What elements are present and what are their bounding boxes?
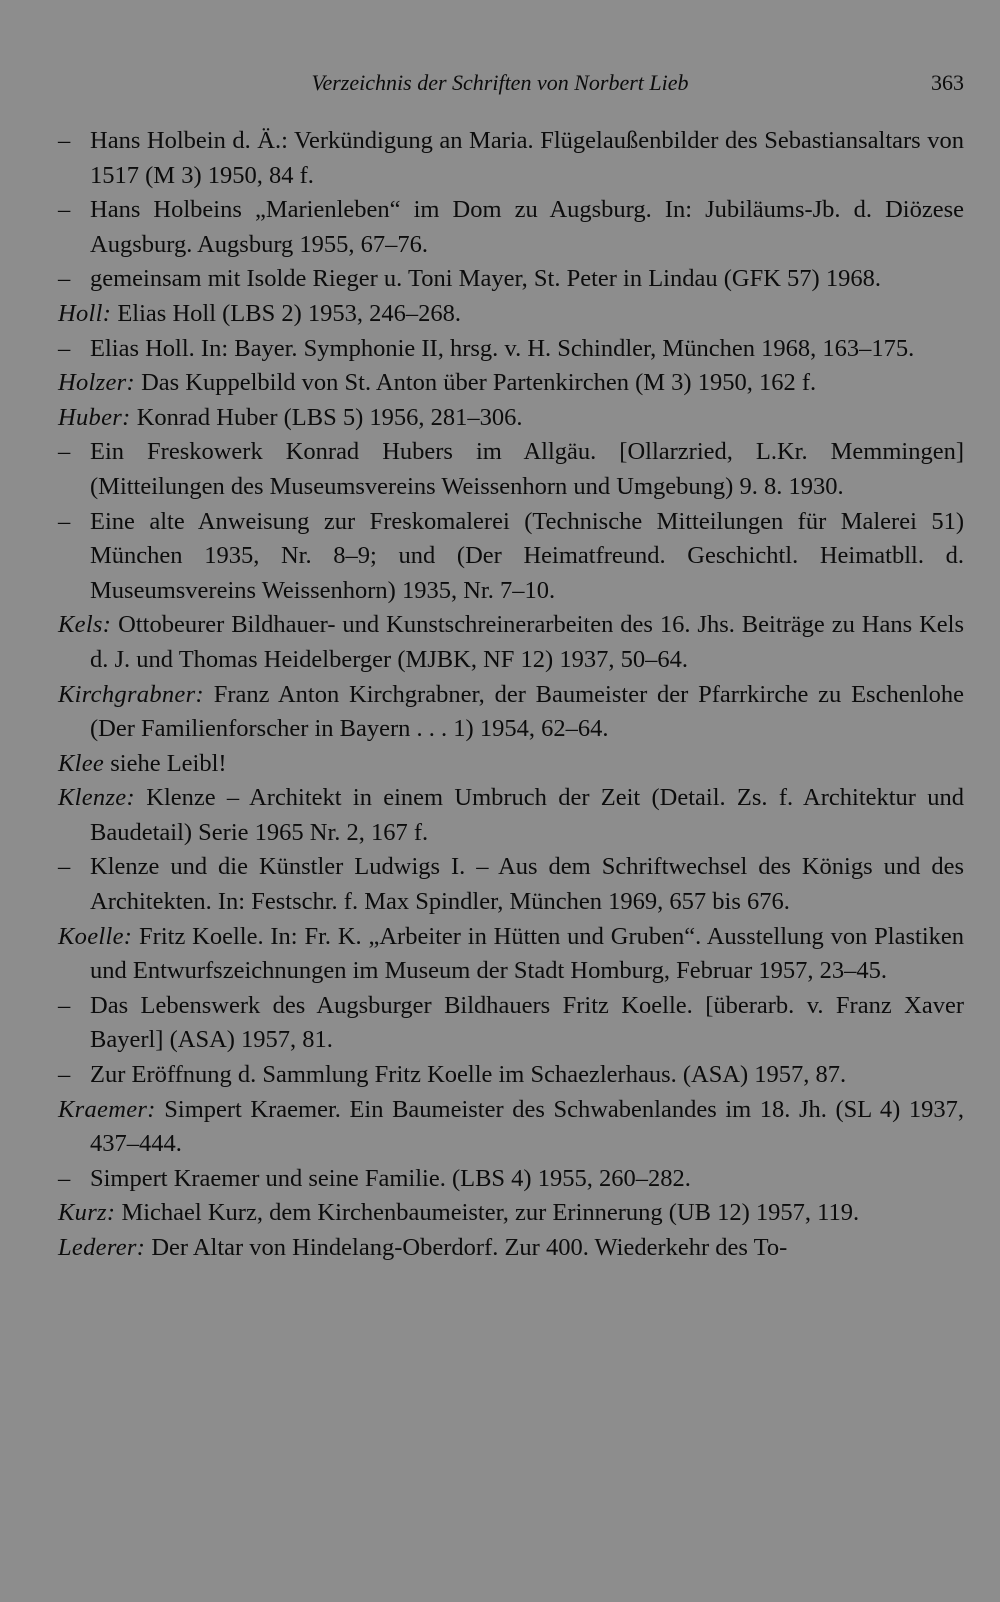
bibliography-entry — [58, 850, 964, 919]
entry-text: Ottobeurer Bildhauer- und Kunstschreinerarbeiten des 16. Jhs. Beiträge zu Hans Kels d. J. und Thomas Heidelberger (MJBK, NF 12) 1937, 50–64. — [90, 611, 964, 673]
entry-text: Elias Holl. In: Bayer. Symphonie II, hrsg. v. H. Schindler, München 1968, 163–175. — [90, 334, 915, 362]
bibliography-entry — [58, 401, 964, 436]
bibliography-entry — [58, 193, 964, 262]
entry-text: Elias Holl (LBS 2) 1953, 246–268. — [117, 299, 462, 327]
entry-keyword: Kels: — [58, 611, 112, 639]
entry-text: siehe Leibl! — [110, 749, 227, 777]
bibliography-entry — [58, 1196, 964, 1231]
continuation-dash: – — [58, 438, 71, 466]
bibliography-entry — [58, 332, 964, 367]
entry-keyword: Klee — [58, 749, 105, 777]
entry-text: Klenze und die Künstler Ludwigs I. – Aus dem Schriftwechsel des Königs und des Architekten. In: Festschr. f. Max Spindler, München 1969, 657 bis 676. — [90, 853, 964, 916]
continuation-dash: – — [58, 127, 71, 154]
continuation-dash: – — [58, 196, 71, 224]
bibliography-entry — [58, 1058, 964, 1093]
bibliography-entry — [58, 678, 964, 747]
bibliography-entry — [58, 920, 964, 989]
entry-text: Ein Freskowerk Konrad Hubers im Allgäu. [Ollarzried, L.Kr. Memmingen] (Mitteilungen des Museumsvereins Weissenhorn und Umgebung) 9. 8. 1930. — [90, 438, 964, 500]
entry-text: Das Kuppelbild von St. Anton über Partenkirchen (M 3) 1950, 162 f. — [141, 369, 817, 397]
entry-text: Klenze – Architekt in einem Umbruch der Zeit (Detail. Zs. f. Architektur und Baudetail) Serie 1965 Nr. 2, 167 f. — [90, 784, 965, 846]
bibliography-entry — [58, 989, 964, 1058]
bibliography-list — [58, 124, 964, 1266]
bibliography-entry — [58, 435, 964, 504]
entry-text: Franz Anton Kirchgrabner, der Baumeister der Pfarrkirche zu Eschenlohe (Der Familienforscher in Bayern . . . 1) 1954, 62–64. — [90, 680, 965, 743]
entry-text: gemeinsam mit Isolde Rieger u. Toni Mayer, St. Peter in Lindau (GFK 57) 1968. — [90, 265, 881, 293]
entry-text: Hans Holbein d. Ä.: Verkündigung an Maria. Flügelaußenbilder des Sebastiansaltars von 1517 (M 3) 1950, 84 f. — [90, 127, 964, 189]
entry-keyword: Klenze: — [58, 784, 135, 812]
entry-keyword: Lederer: — [58, 1234, 146, 1261]
entry-text: Michael Kurz, dem Kirchenbaumeister, zur Erinnerung (UB 12) 1957, 119. — [121, 1199, 860, 1227]
entry-text: Konrad Huber (LBS 5) 1956, 281–306. — [136, 403, 523, 431]
bibliography-entry — [58, 781, 964, 850]
running-title: Verzeichnis der Schriften von Norbert Lieb — [311, 70, 689, 95]
entry-keyword: Holl: — [58, 299, 112, 327]
continuation-dash: – — [58, 507, 71, 535]
entry-keyword: Holzer: — [58, 369, 135, 397]
bibliography-entry — [58, 1231, 964, 1266]
entry-keyword: Kurz: — [58, 1199, 116, 1227]
bibliography-entry — [58, 262, 964, 297]
continuation-dash: – — [58, 1061, 71, 1089]
entry-text: Simpert Kraemer und seine Familie. (LBS 4) 1955, 260–282. — [90, 1164, 691, 1192]
bibliography-entry — [58, 747, 964, 782]
entry-text: Das Lebenswerk des Augsburger Bildhauers Fritz Koelle. [überarb. v. Franz Xaver Bayerl] (ASA) 1957, 81. — [90, 991, 964, 1054]
continuation-dash: – — [58, 853, 71, 881]
bibliography-entry — [58, 366, 964, 401]
bibliography-entry — [58, 297, 964, 332]
bibliography-entry — [58, 1162, 964, 1197]
entry-text: Zur Eröffnung d. Sammlung Fritz Koelle im Schaezlerhaus. (ASA) 1957, 87. — [90, 1061, 847, 1089]
entry-keyword: Kraemer: — [58, 1095, 156, 1123]
continuation-dash: – — [58, 334, 71, 362]
bibliography-entry — [58, 124, 964, 193]
continuation-dash: – — [58, 1164, 71, 1192]
entry-keyword: Huber: — [58, 403, 131, 431]
continuation-dash: – — [58, 265, 71, 293]
bibliography-entry — [58, 505, 964, 609]
page-number: 363 — [931, 70, 964, 95]
continuation-dash: – — [58, 991, 71, 1019]
entry-keyword: Kirchgrabner: — [58, 680, 204, 708]
bibliography-entry — [58, 1093, 964, 1162]
entry-text: Hans Holbeins „Marienleben“ im Dom zu Augsburg. In: Jubiläums-Jb. d. Diözese Augsburg. Augsburg 1955, 67–76. — [90, 196, 964, 258]
entry-text: Fritz Koelle. In: Fr. K. „Arbeiter in Hütten und Gruben“. Ausstellung von Plastiken und Entwurfszeichnungen im Museum der Stadt Homburg, Februar 1957, 23–45. — [90, 922, 964, 985]
entry-text: Eine alte Anweisung zur Freskomalerei (Technische Mitteilungen für Malerei 51) München 1935, Nr. 8–9; und (Der Heimatfreund. Geschichtl. Heimatbll. d. Museumsvereins Weissenhorn) 1935, Nr. 7–10. — [90, 507, 964, 604]
entry-text: Der Altar von Hindelang-Oberdorf. Zur 400. Wiederkehr des To- — [151, 1234, 788, 1261]
bibliography-entry — [58, 608, 964, 677]
entry-keyword: Koelle: — [58, 922, 133, 950]
page-header — [0, 70, 1000, 106]
entry-text: Simpert Kraemer. Ein Baumeister des Schwabenlandes im 18. Jh. (SL 4) 1937, 437–444. — [90, 1095, 965, 1158]
